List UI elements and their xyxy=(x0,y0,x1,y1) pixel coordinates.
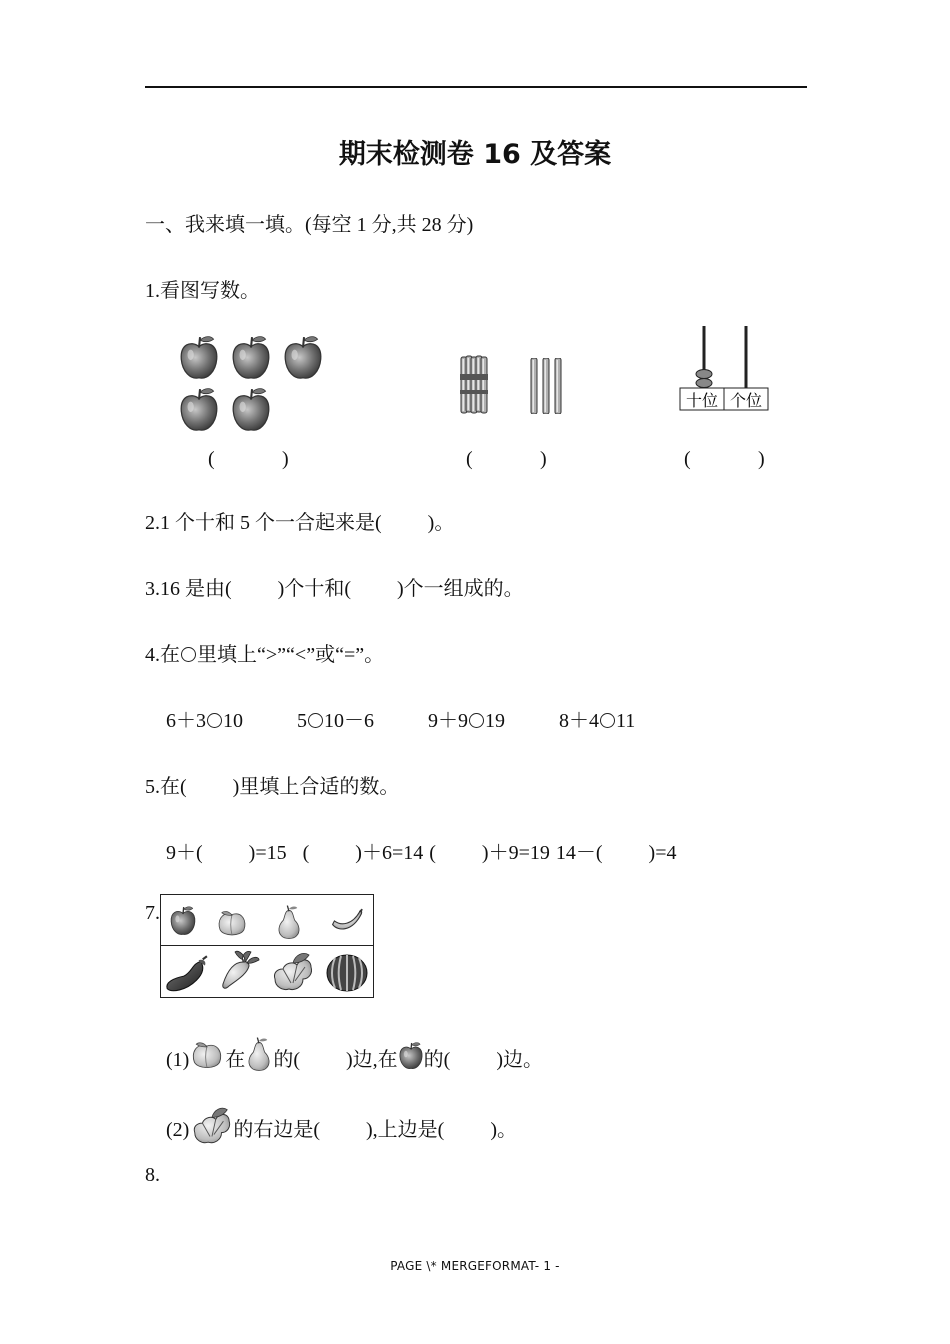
question-3: 3.16 是由( )个十和( )个一组成的。 xyxy=(145,578,524,600)
circle-icon xyxy=(181,647,196,662)
question-7-label: 7. xyxy=(145,902,160,924)
compare-item: 5 10－6 xyxy=(297,710,374,732)
apple-icon xyxy=(233,337,269,379)
apple-icon xyxy=(233,389,269,431)
eggplant-icon xyxy=(167,956,207,990)
question-5: 5.在( )里填上合适的数。 xyxy=(145,776,400,798)
fruit-vegetable-grid xyxy=(160,894,374,998)
answer-paren-close: ) xyxy=(758,448,765,470)
question-2: 2.1 个十和 5 个一合起来是( )。 xyxy=(145,512,455,534)
apple-icon xyxy=(181,389,217,431)
question-7-part-2: (2) 的右边是( ),上边是( )。 xyxy=(166,1104,517,1146)
circle-icon xyxy=(207,713,222,728)
compare-item: 6＋3 10 xyxy=(166,710,243,732)
ones-label: 个位 xyxy=(729,391,763,410)
question-8-label: 8. xyxy=(145,1164,160,1186)
answer-paren-close: ) xyxy=(540,448,547,470)
tens-label: 十位 xyxy=(685,391,719,410)
bead-icon xyxy=(696,379,712,388)
question-7-part-1: (1) 在 的( )边,在 的( )边。 xyxy=(166,1034,543,1074)
page-title: 期末检测卷 16 及答案 xyxy=(338,139,612,170)
apple-icon xyxy=(181,337,217,379)
cabbage-icon xyxy=(189,1104,233,1146)
question-1-label: 1.看图写数。 xyxy=(145,280,260,302)
top-rule xyxy=(145,86,807,88)
sticks-picture xyxy=(456,352,576,423)
peach-icon xyxy=(189,1038,225,1072)
answer-paren-open: ( xyxy=(208,448,215,470)
apple-icon xyxy=(285,337,321,379)
circle-icon xyxy=(308,713,323,728)
compare-item: 8＋4 11 xyxy=(559,710,636,732)
question-4: 4.在 里填上“>”“<”或“=”。 xyxy=(145,644,385,666)
radish-icon xyxy=(223,951,259,988)
pear-icon xyxy=(279,906,299,939)
pear-icon xyxy=(245,1034,273,1074)
compare-item: 9＋9 19 xyxy=(428,710,505,732)
section-heading: 一、我来填一填。(每空 1 分,共 28 分) xyxy=(145,214,474,236)
cabbage-icon xyxy=(274,953,311,989)
page-footer: PAGE \* MERGEFORMAT- 1 - xyxy=(390,1259,560,1273)
circle-icon xyxy=(469,713,484,728)
circle-icon xyxy=(600,713,615,728)
peach-icon xyxy=(219,911,245,934)
apple-icon xyxy=(171,907,195,935)
question-4-items xyxy=(166,704,635,733)
answer-paren-open: ( xyxy=(684,448,691,470)
bead-icon xyxy=(696,370,712,379)
question-5-items: 9＋( )=15 ( )＋6=14 ( )＋9=19 14－( )=4 xyxy=(166,842,677,864)
watermelon-icon xyxy=(327,955,367,991)
apple-icon xyxy=(398,1040,424,1072)
apples-picture xyxy=(178,334,328,443)
answer-paren-open: ( xyxy=(466,448,473,470)
answer-paren-close: ) xyxy=(282,448,289,470)
abacus-picture xyxy=(678,324,772,419)
stick-bundle-icon xyxy=(460,356,488,413)
banana-icon xyxy=(333,909,363,929)
single-sticks-icon xyxy=(531,358,561,414)
